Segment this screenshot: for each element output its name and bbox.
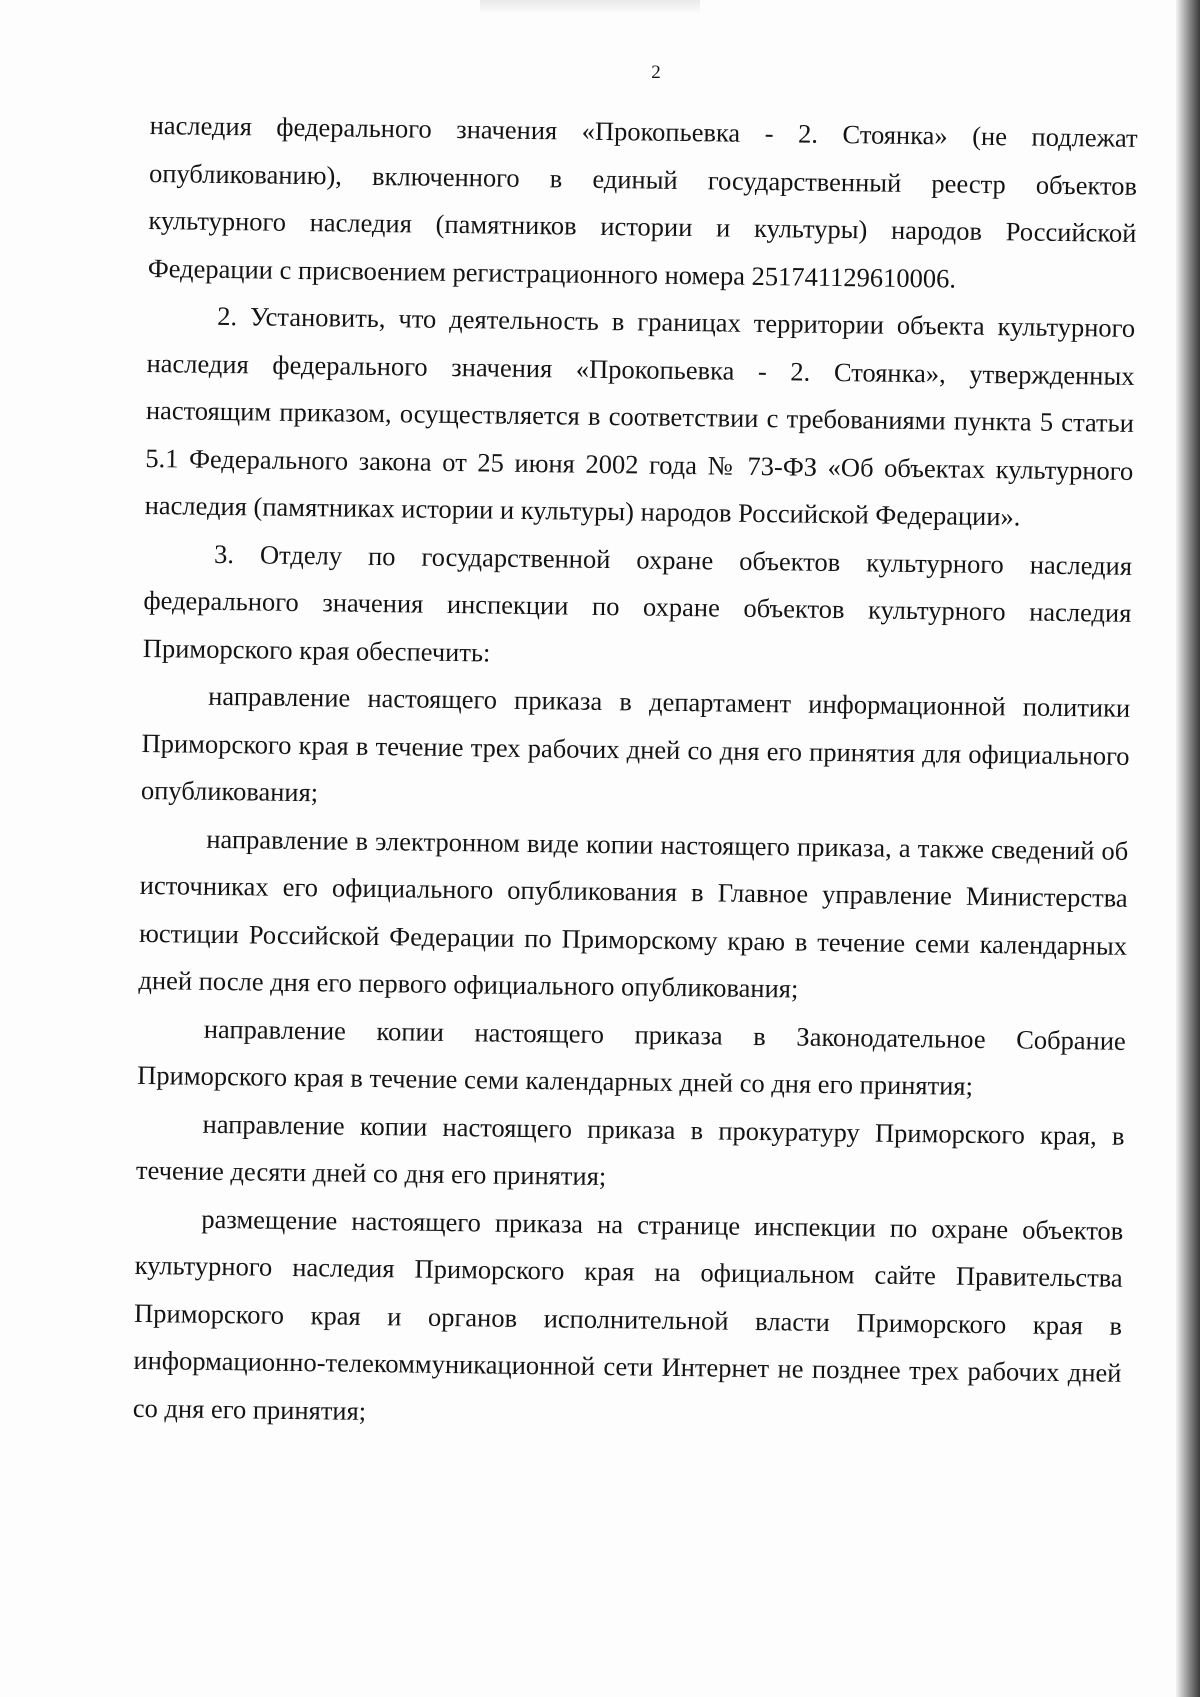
paragraph-item-3-e: размещение настоящего приказа на странице инспекции по охране объектов культурного наследия Приморского края на официальном сайте Правительства Приморского края и органов исполнительной власти Приморского края в информационно-телекоммуникационной сети Интернет не позднее трех рабочих дней со дня его принятия; bbox=[132, 1203, 1124, 1426]
paragraph-continuation: наследия федерального значения «Прокопьевка - 2. Стоянка» (не подлежат опубликованию), включенного в единый государственный реестр объектов культурного наследия (памятников истории и культуры) народов Российской Федерации с присвоением регистрационного номера 251741129610006. bbox=[147, 109, 1138, 294]
scan-top-shadow bbox=[480, 0, 700, 14]
paragraph-item-2: 2. Установить, что деятельность в границах территории объекта культурного наследия федерального значения «Прокопьевка - 2. Стоянка», утвержденных настоящим приказом, осуществляется в соответствии с требованиями пункта 5 статьи 5.1 Федерального закона от 25 июня 2002 года № 73-ФЗ «Об объектах культурного наследия (памятниках истории и культуры) народов Российской Федерации». bbox=[144, 300, 1136, 532]
paragraph-item-3-d: направление копии настоящего приказа в прокуратуру Приморского края, в течение десяти дней со дня его принятия; bbox=[135, 1108, 1125, 1192]
paragraph-item-3-c: направление копии настоящего приказа в Законодательное Собрание Приморского края в течение семи календарных дней со дня его принятия; bbox=[137, 1013, 1126, 1101]
paragraph-item-3-b: направление в электронном виде копии настоящего приказа, а также сведений об источниках его официального опубликования в Главное управление Министерства юстиции Российской Федерации по Приморскому краю в течение семи календарных дней после дня его первого официального опубликования; bbox=[138, 823, 1129, 1004]
page-number: 2 bbox=[651, 62, 661, 83]
document-body bbox=[133, 102, 1138, 1445]
scan-right-edge bbox=[1176, 0, 1200, 1697]
paragraph-item-3: 3. Отделу по государственной охране объектов культурного наследия федерального значения инспекции по охране объектов культурного наследия Приморского края обеспечить: bbox=[142, 538, 1133, 668]
paragraph-item-3-a: направление настоящего приказа в департамент информационной политики Приморского края в течение трех рабочих дней со дня его принятия для официального опубликования; bbox=[140, 680, 1131, 808]
